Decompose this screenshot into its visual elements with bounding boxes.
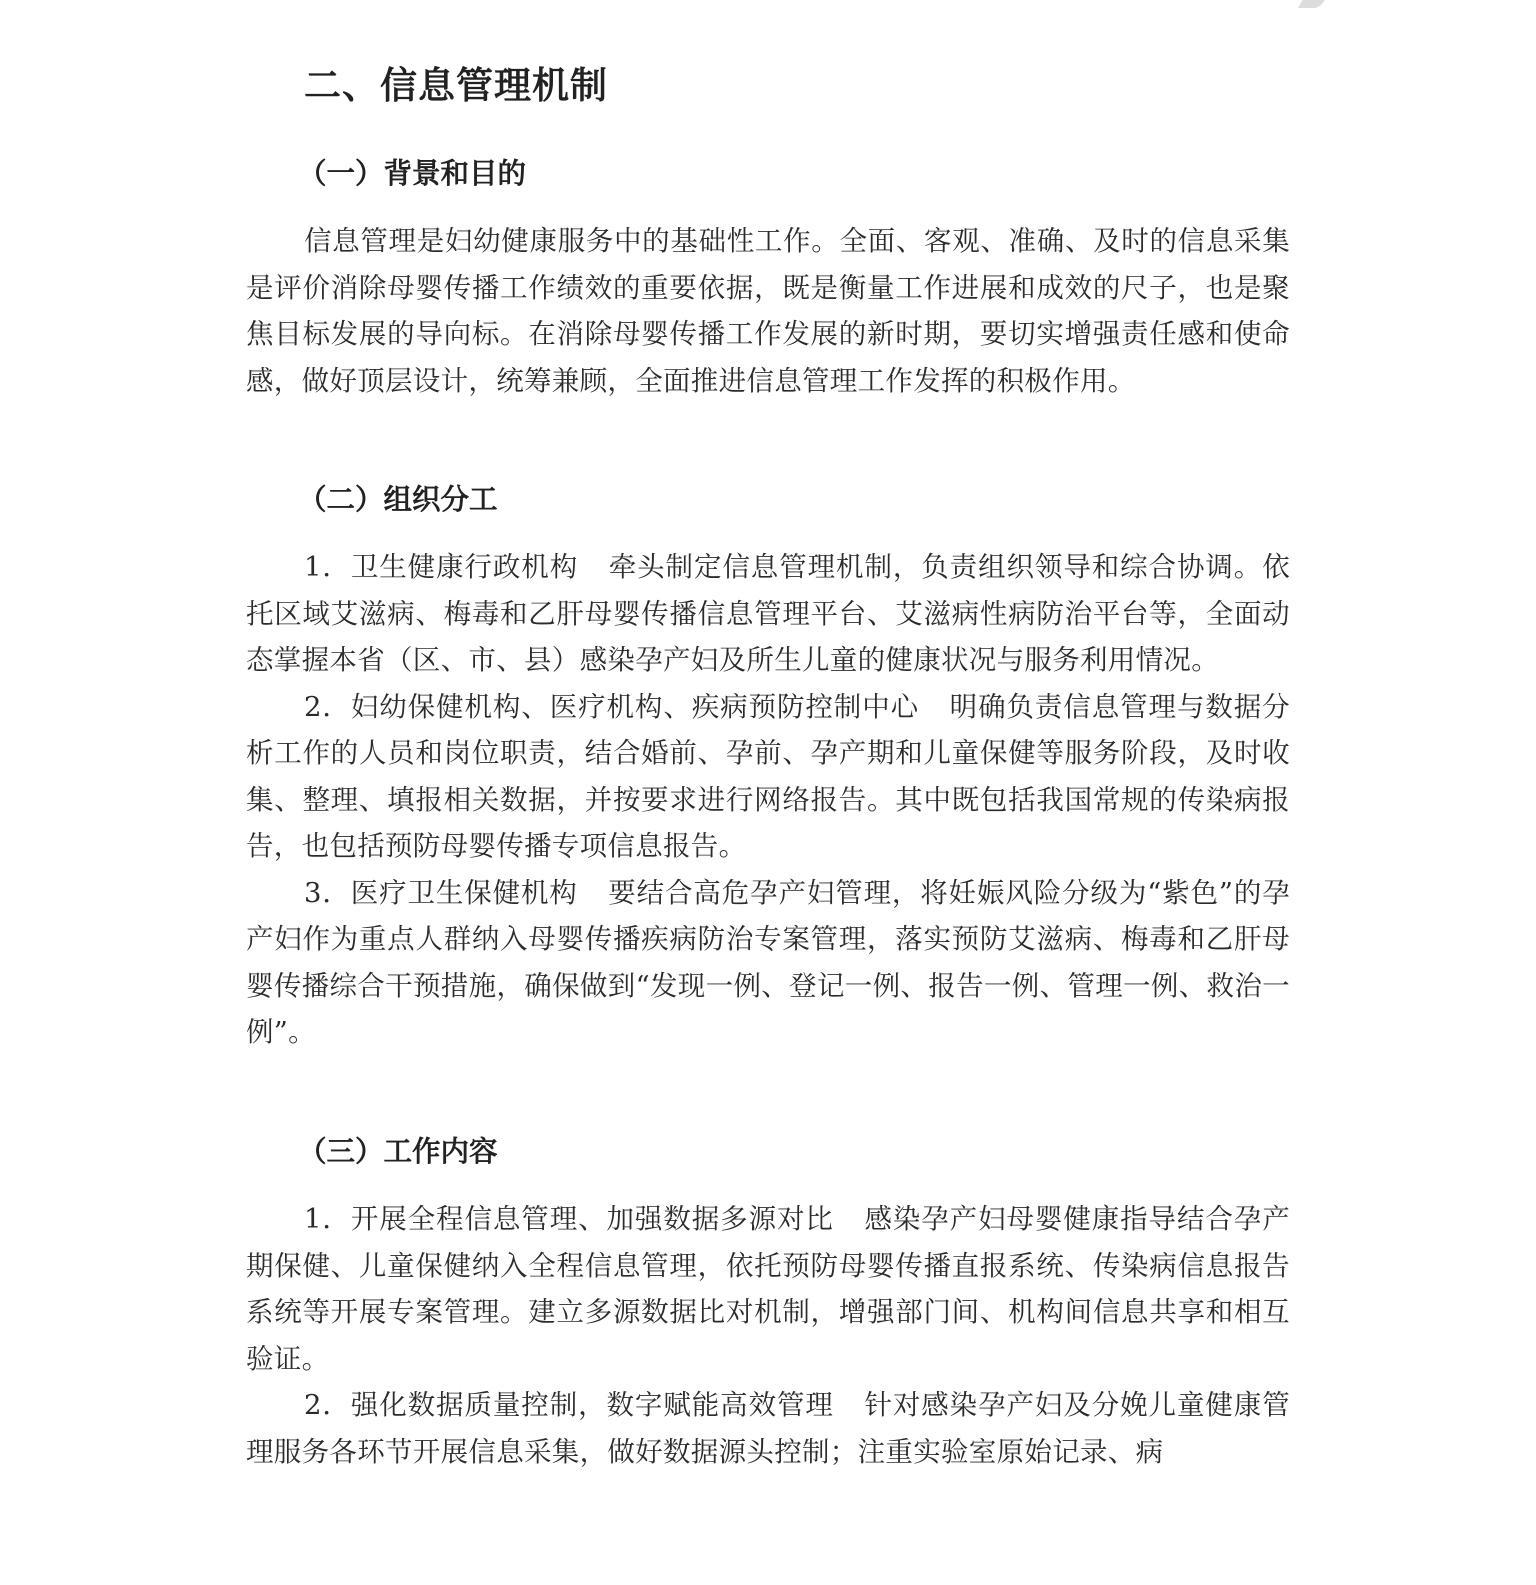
paragraph-text: 针对感染孕产妇及分娩儿童健康管理服务各环节开展信息采集，做好数据源头控制；注重实验室原始记录、病 xyxy=(246,1389,1291,1468)
numbered-paragraph xyxy=(246,1196,1290,1382)
item-heading: 3．医疗卫生保健机构 xyxy=(304,876,578,909)
section-heading-organization: （二）组织分工 xyxy=(298,483,498,516)
page-corner-decoration xyxy=(1298,0,1328,8)
numbered-paragraph xyxy=(246,1382,1290,1475)
section-body-work-content xyxy=(246,1196,1290,1475)
numbered-paragraph xyxy=(246,870,1290,1056)
numbered-paragraph xyxy=(246,684,1290,870)
item-heading: 1．卫生健康行政机构 xyxy=(304,551,579,583)
item-heading: 1．开展全程信息管理、加强数据多源对比 xyxy=(304,1203,834,1235)
paragraph-text: 明确负责信息管理与数据分析工作的人员和岗位职责，结合婚前、孕前、孕产期和儿童保健等服务阶段，及时收集、整理、填报相关数据，并按要求进行网络报告。其中既包括我国常规的传染病报告，也包括预防母婴传播专项信息报告。 xyxy=(246,690,1290,862)
section-body-organization xyxy=(246,544,1290,1056)
section-heading-background: （一）背景和目的 xyxy=(298,157,527,190)
section-body-background xyxy=(246,218,1290,404)
paragraph-text: 信息管理是妇幼健康服务中的基础性工作。全面、客观、准确、及时的信息采集是评价消除母婴传播工作绩效的重要依据，既是衡量工作进展和成效的尺子，也是聚焦目标发展的导向标。在消除母婴传播工作发展的新时期，要切实增强责任感和使命感，做好顶层设计，统筹兼顾，全面推进信息管理工作发挥的积极作用。 xyxy=(246,225,1290,397)
paragraph-text: 要结合高危孕产妇管理，将妊娠风险分级为“紫色”的孕产妇作为重点人群纳入母婴传播疾病防治专案管理，落实预防艾滋病、梅毒和乙肝母婴传播综合干预措施，确保做到“发现一例、登记一例、报告一例、管理一例、救治一例”。 xyxy=(246,876,1290,1048)
paragraph-text: 牵头制定信息管理机制，负责组织领导和综合协调。依托区域艾滋病、梅毒和乙肝母婴传播信息管理平台、艾滋病性病防治平台等，全面动态掌握本省（区、市、县）感染孕产妇及所生儿童的健康状况与服务利用情况。 xyxy=(246,551,1291,676)
item-heading: 2．妇幼保健机构、医疗机构、疾病预防控制中心 xyxy=(304,690,920,723)
item-heading: 2．强化数据质量控制，数字赋能高效管理 xyxy=(304,1389,834,1421)
numbered-paragraph xyxy=(246,544,1290,684)
paragraph xyxy=(246,218,1290,404)
paragraph-text: 感染孕产妇母婴健康指导结合孕产期保健、儿童保健纳入全程信息管理，依托预防母婴传播直报系统、传染病信息报告系统等开展专案管理。建立多源数据比对机制，增强部门间、机构间信息共享和相互验证。 xyxy=(246,1203,1291,1375)
chapter-title: 二、信息管理机制 xyxy=(304,64,608,107)
section-heading-work-content: （三）工作内容 xyxy=(298,1135,498,1168)
